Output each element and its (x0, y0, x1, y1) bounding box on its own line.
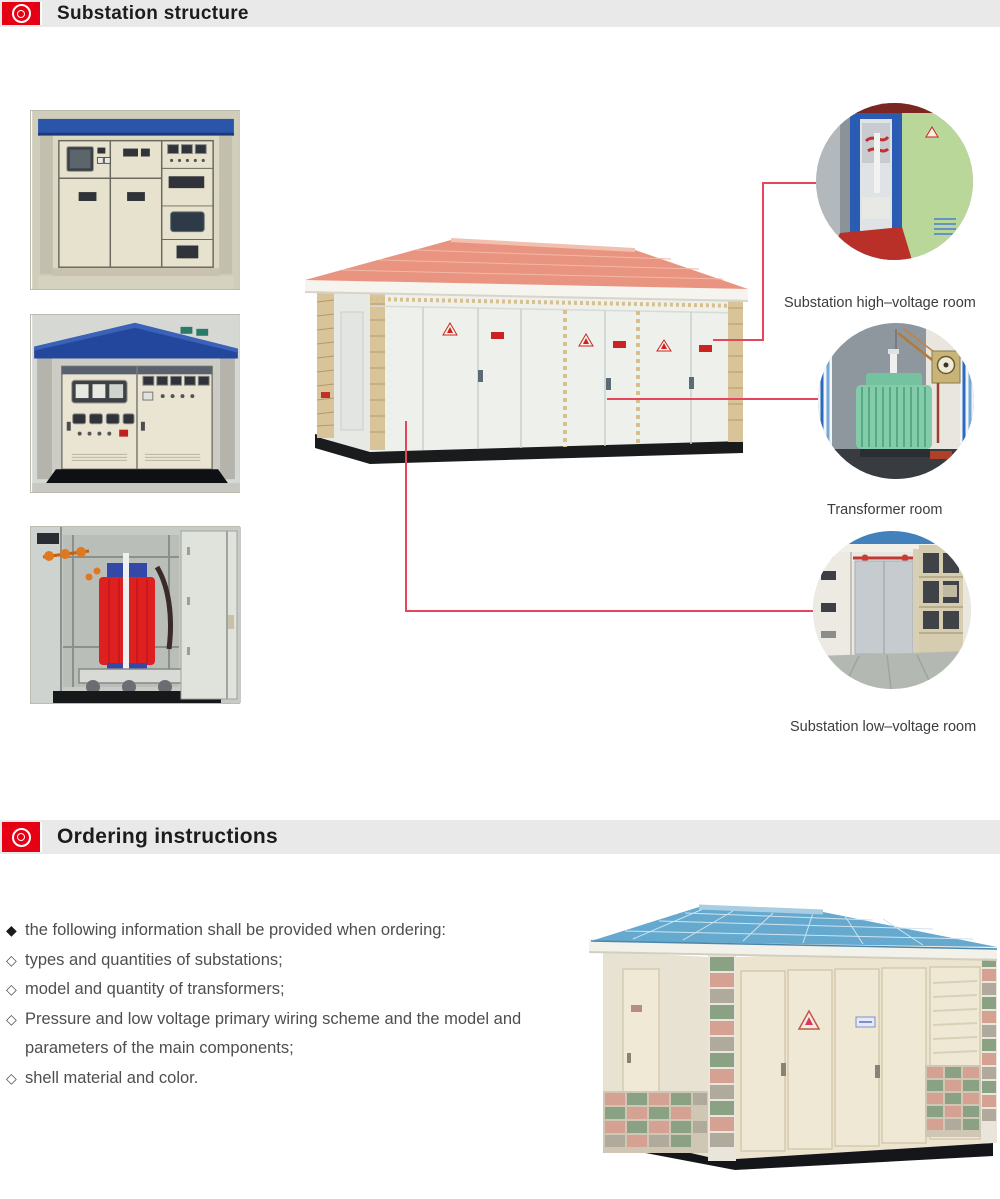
ring-target-icon (12, 4, 31, 23)
substation-illustration-red-roof (303, 228, 748, 473)
brand-red-square (2, 822, 42, 852)
dry-type-transformer-photo (30, 526, 240, 704)
section-title: Ordering instructions (57, 825, 278, 848)
section-header-ordering-instructions (0, 820, 1000, 854)
filled-diamond-bullet-icon: ◆ (6, 922, 17, 938)
brand-red-square (2, 2, 42, 25)
section-title: Substation structure (57, 3, 249, 24)
label-low-voltage-room: Substation low–voltage room (790, 719, 977, 735)
transformer-room-circle-photo (818, 323, 974, 479)
ordering-instructions-list (6, 916, 591, 1093)
low-voltage-cabinet-photo (30, 314, 240, 493)
list-item: ◆ the following information shall be provided when ordering: (6, 916, 591, 946)
list-item: ◇ types and quantities of substations; (6, 946, 591, 976)
section-header-substation-structure (0, 0, 1000, 27)
hollow-diamond-bullet-icon: ◇ (6, 981, 17, 997)
ring-target-icon (12, 828, 31, 847)
high-voltage-room-circle-photo (816, 103, 973, 260)
high-voltage-switchgear-photo (30, 110, 240, 290)
hollow-diamond-bullet-icon: ◇ (6, 1010, 17, 1027)
list-item: ◇ shell material and color. (6, 1064, 591, 1094)
label-high-voltage-room: Substation high–voltage room (784, 295, 976, 311)
hollow-diamond-bullet-icon: ◇ (6, 1069, 17, 1086)
hollow-diamond-bullet-icon: ◇ (6, 951, 17, 968)
substation-illustration-blue-roof (573, 893, 1000, 1194)
list-item: ◇ Pressure and low voltage primary wiring scheme and the model and parameters of the main components; (6, 1005, 591, 1064)
low-voltage-room-circle-photo (813, 531, 971, 689)
list-item: ◇ model and quantity of transformers; (6, 975, 591, 1005)
label-transformer-room: Transformer room (827, 502, 943, 518)
